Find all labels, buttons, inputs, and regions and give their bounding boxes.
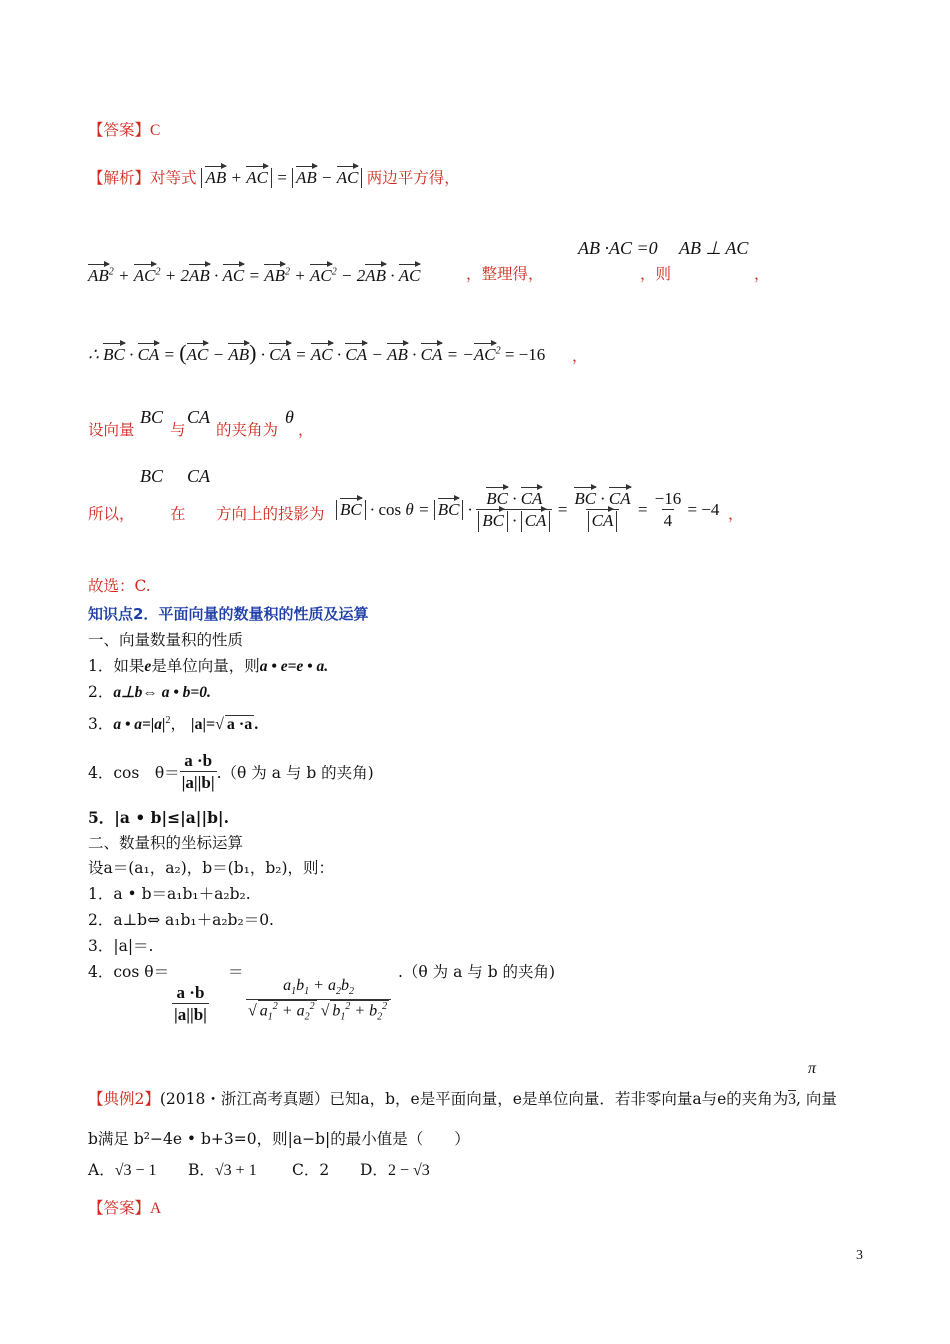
p3-c: ， bbox=[170, 715, 186, 733]
equation-abs-sum: AB + AC = AB − AC bbox=[201, 168, 366, 187]
option-d bbox=[360, 1158, 430, 1180]
option-a-value: √3 − 1 bbox=[114, 1162, 157, 1179]
answer2-tag: 【答案】 bbox=[88, 1199, 151, 1217]
analysis-tail: 两边平方得， bbox=[366, 169, 460, 187]
dot-product-zero: AB ·AC =0 bbox=[578, 238, 658, 258]
angle-text: 的夹角为 bbox=[216, 421, 279, 439]
with-text: 与 bbox=[170, 421, 186, 439]
p3-a: 3． bbox=[88, 715, 114, 733]
p4-a: 4．cos θ＝ bbox=[88, 763, 180, 782]
p2-b: a⊥b⇔ a • b=0. bbox=[113, 684, 211, 701]
option-a-label: A． bbox=[88, 1161, 115, 1179]
analysis-lead: 对等式 bbox=[150, 169, 197, 187]
property-3: 3．a • $a=|a|^2$， |a|=√ a ·a . bbox=[88, 714, 259, 733]
coord-4-frac-2: $\frac{a_1b_1 + a_2b_2}{√ a_1^2 + a_2^2 √ b_1^2 + b_2^2}$ bbox=[246, 976, 391, 1024]
p3-b: a • a=|a| bbox=[113, 716, 166, 733]
answer-line-2 bbox=[88, 1196, 161, 1218]
option-d-label: D． bbox=[360, 1161, 388, 1179]
p4-b: .（θ 为 a 与 b 的夹角) bbox=[216, 763, 374, 782]
option-a bbox=[88, 1158, 157, 1180]
comma-text: ， bbox=[754, 265, 770, 283]
answer-line bbox=[88, 118, 160, 140]
perpendicular-result: AB ⊥ AC bbox=[679, 238, 749, 258]
bc-label-2: BC bbox=[140, 466, 164, 486]
c4-a: 4．cos θ＝ bbox=[88, 963, 170, 981]
page-number: 3 bbox=[856, 1248, 863, 1263]
section-title: 知识点2．平面向量的数量积的性质及运算 bbox=[88, 605, 369, 623]
pi-numerator: π bbox=[808, 1060, 817, 1077]
part1-heading: 一、向量数量积的性质 bbox=[88, 631, 244, 649]
coord-2: 2．a⊥b⇔ a₁b₁＋a₂b₂＝0. bbox=[88, 911, 274, 929]
option-d-value: 2 − √3 bbox=[387, 1162, 430, 1179]
theta-line-a: 设向量 bbox=[88, 421, 135, 439]
theta-line bbox=[88, 418, 135, 440]
property-2 bbox=[88, 680, 211, 702]
coord-1: 1．a • b＝a₁b₁＋a₂b₂. bbox=[88, 885, 251, 903]
therefore-result: = −16 bbox=[504, 345, 546, 364]
coord-4-frac-1: $\frac{a \cdot b}{|a||b|}$ bbox=[174, 983, 207, 1025]
theta-symbol: θ bbox=[285, 407, 294, 427]
example-text-1: (2018・浙江高考真题）已知a，b，e是平面向量，e是单位向量．若非零向量a与e的夹角为 bbox=[159, 1090, 789, 1108]
option-b-label: B． bbox=[188, 1161, 215, 1179]
analysis-line-2 bbox=[88, 266, 420, 286]
projection-equation: BC · cos θ = BC · $\frac{BC \cdot CA}{BC \cdot CA}$ = $\frac{BC \cdot CA}{CA}$ = $\frac{-16}{4}$ = −4 bbox=[336, 488, 719, 532]
coord-4-b: .（θ 为 a 与 b 的夹角) bbox=[398, 963, 556, 981]
pi-denominator: 3 bbox=[788, 1091, 797, 1108]
ca-label: CA bbox=[187, 407, 211, 427]
tidy-text: ，整理得， bbox=[466, 265, 544, 283]
p1-b: 是单位向量，则 bbox=[151, 657, 260, 675]
part2-heading: 二、数量积的坐标运算 bbox=[88, 834, 244, 852]
property-1: 1．如果e是单位向量，则a • e=e • a. bbox=[88, 657, 329, 675]
therefore-equation: ∴ BC · CA = (AC − AB) · CA = AC · CA − AB · CA = $-AC^2 = -16$ bbox=[88, 340, 546, 365]
option-b bbox=[188, 1158, 257, 1180]
comma-text-3: ， bbox=[728, 505, 744, 523]
comma-text-2: ， bbox=[572, 347, 588, 365]
property-4: 4．cos θ＝ $\frac{a \cdot b}{|a||b|}$ .（θ 为 a 与 b 的夹角) bbox=[88, 751, 374, 793]
ca-label-2: CA bbox=[187, 466, 211, 486]
bc-label: BC bbox=[140, 407, 164, 427]
answer-tag: 【答案】 bbox=[88, 121, 151, 139]
analysis-line-1 bbox=[88, 166, 460, 188]
coord-4 bbox=[88, 960, 169, 982]
in-text: 在 bbox=[170, 505, 186, 523]
p1-a: 1．如果 bbox=[88, 657, 145, 675]
projection-result: = −4 bbox=[687, 499, 720, 519]
p1-c: a • e=e • a. bbox=[259, 658, 329, 675]
example-line-2: b满足 b²−4e • b+3=0，则|a−b|的最小值是（ ） bbox=[88, 1130, 470, 1148]
option-b-value: √3 + 1 bbox=[214, 1162, 257, 1179]
coord-3: 3．|a|＝. bbox=[88, 937, 154, 955]
coord-setup: 设a＝(a₁，a₂)，b＝(b₁，b₂)，则： bbox=[88, 859, 335, 877]
expanded-equation: $AB^2 + AC^2 + 2AB$ · AC = $AB^2 + AC^2 - 2AB$ · AC bbox=[88, 266, 421, 285]
answer2-value: A bbox=[150, 1200, 162, 1217]
analysis-tag: 【解析】 bbox=[88, 169, 151, 187]
projection-text: 方向上的投影为 bbox=[216, 505, 325, 523]
so-text: 所以， bbox=[88, 505, 135, 523]
theta-comma: ， bbox=[298, 421, 314, 439]
example-text-1b: , 向量 bbox=[796, 1090, 837, 1108]
answer-value: C bbox=[150, 122, 161, 139]
coord-4-eq: ＝ bbox=[228, 963, 244, 981]
property-5: 5．|a • b|≤|a||b|. bbox=[88, 808, 229, 827]
option-c: C．2 bbox=[292, 1161, 330, 1179]
choose-text: 故选：C. bbox=[88, 577, 151, 595]
p2-a: 2． bbox=[88, 683, 114, 701]
example-line-1 bbox=[88, 1087, 837, 1109]
example-tag: 【典例2】 bbox=[88, 1090, 160, 1108]
then-text: ，则 bbox=[640, 265, 672, 283]
